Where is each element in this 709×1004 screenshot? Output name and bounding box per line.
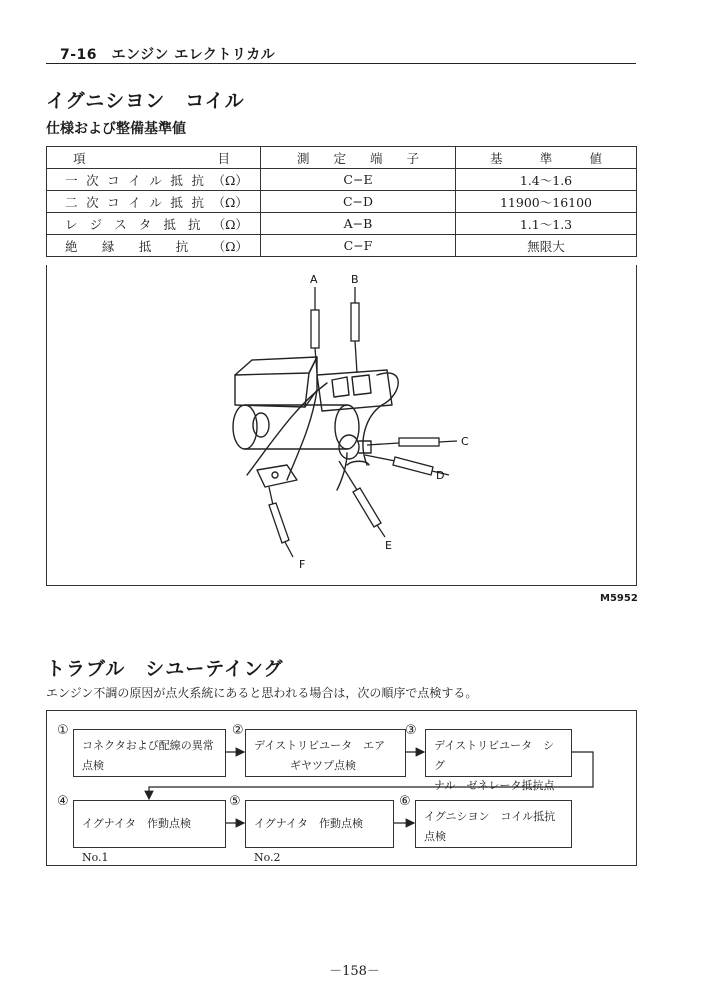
header-terminal-char: 測: [297, 150, 310, 166]
step-5-number: ⑤: [229, 794, 241, 809]
wire-loop-right: [363, 373, 398, 465]
row-item-char: 二: [65, 194, 78, 210]
figure-code: M5952: [600, 593, 638, 604]
header-terminal-char: 端: [369, 150, 383, 166]
step-5-box: [245, 800, 394, 864]
step-3-line-1: デイストリビユータ シグ: [434, 739, 555, 772]
wire-left: [247, 383, 327, 475]
flowchart-frame: [46, 710, 637, 866]
row-item-char: イ: [128, 194, 141, 210]
row-value: 1.1〜1.3: [456, 213, 637, 235]
probe-e-lead: [377, 525, 385, 537]
ignition-coil-diagram: [47, 265, 636, 585]
row-item-char: 抵: [163, 216, 176, 232]
step-1-box: [73, 729, 226, 777]
step-5-line-1: イグナイタ 作動点検No.2: [254, 817, 364, 864]
header-terminal-char: 定: [333, 150, 346, 166]
row-item-char: コ: [107, 194, 120, 210]
spec-table: [46, 146, 637, 257]
row-item-char: 抵: [138, 238, 152, 254]
table-row: [47, 213, 637, 235]
table-row: [47, 169, 637, 191]
probe-f-tip: [269, 487, 273, 505]
probe-b-tip: [355, 341, 357, 373]
step-6-box: [415, 800, 572, 848]
step-1-number: ①: [57, 723, 69, 738]
row-item-unit: （Ω）: [212, 194, 248, 210]
mounting-bracket: [257, 465, 297, 487]
row-terminal: C−E: [261, 169, 456, 191]
label-b: B: [351, 273, 359, 286]
step-3-box: [425, 729, 572, 792]
probe-f-handle: [269, 503, 289, 543]
step-2-line-2: ギヤツプ点検: [290, 759, 356, 772]
probe-f-lead: [285, 542, 293, 557]
step-2-box: [245, 729, 406, 777]
row-item-char: ス: [114, 216, 127, 232]
step-3-line-2: ナル ゼネレータ抵抗点: [434, 779, 555, 792]
probe-c-tip: [367, 443, 399, 445]
page-header-title: 7-16 エンジン エレクトリカル: [60, 47, 276, 63]
probe-d-tip: [365, 455, 395, 461]
probe-b-handle: [351, 303, 359, 341]
step-1-line-1: コネクタおよび配線の異常: [82, 739, 214, 752]
row-item-char: 抵: [170, 172, 183, 188]
row-item-char: タ: [138, 216, 152, 232]
probe-c-handle: [399, 438, 439, 446]
header-value-char: 値: [589, 150, 602, 166]
row-terminal: C−F: [261, 235, 456, 257]
step-6-line-1: イグニシヨン コイル抵抗: [424, 810, 556, 823]
step-4-box: [73, 800, 226, 864]
step-6-number: ⑥: [399, 794, 411, 809]
section-title-troubleshooting: トラブル シユーテイング: [46, 658, 284, 680]
label-f: F: [299, 558, 306, 571]
row-item: [47, 213, 261, 235]
header-item-char: 項: [73, 150, 86, 166]
row-item: [47, 191, 261, 213]
step-3-number: ③: [405, 723, 417, 738]
troubleshooting-intro: エンジン不調の原因が点火系統にあると思われる場合は，次の順序で点検する。: [46, 686, 478, 700]
row-item: [47, 235, 261, 257]
label-c: C: [461, 435, 469, 448]
coil-ring: [253, 413, 269, 437]
label-a: A: [310, 273, 318, 286]
label-e: E: [385, 539, 392, 552]
probe-d-handle: [393, 457, 433, 475]
figure-frame: [46, 265, 637, 586]
header-item-char: 目: [217, 150, 230, 166]
step-2-line-1: デイストリビユータ エア: [254, 739, 386, 752]
header-value-char: 基: [490, 150, 503, 166]
row-item-char: 次: [86, 172, 99, 188]
row-item-char: ル: [149, 194, 162, 210]
row-item-char: 抗: [175, 238, 189, 254]
terminal-block-b: [352, 375, 371, 395]
row-terminal: A−B: [261, 213, 456, 235]
header-value-char: 準: [539, 150, 553, 166]
probe-e-tip: [339, 461, 357, 490]
row-item-char: 抗: [191, 172, 204, 188]
row-item-char: 抗: [191, 194, 204, 210]
row-item-char: 絶: [65, 238, 78, 254]
header-terminal-char: 子: [406, 150, 419, 166]
spec-table-header: [47, 147, 637, 169]
step-1-line-2: 点検: [82, 759, 104, 772]
header-value: [456, 147, 637, 169]
header-terminal: [261, 147, 456, 169]
probe-e-handle: [353, 488, 381, 527]
step-2-number: ②: [232, 723, 244, 738]
probe-a-handle: [311, 310, 319, 348]
row-item: [47, 169, 261, 191]
label-d: D: [436, 469, 445, 482]
terminal-cap: [359, 441, 371, 453]
step-4-number: ④: [57, 794, 69, 809]
section-subtitle-specs: 仕様および整備基準値: [46, 121, 186, 137]
row-item-char: イ: [128, 172, 141, 188]
row-item-unit: （Ω）: [212, 172, 248, 188]
row-item-char: 抗: [187, 216, 201, 232]
bracket-bolt: [272, 472, 278, 478]
wire-left-2: [287, 390, 317, 480]
housing-top-face: [235, 357, 317, 375]
row-value: 無限大: [456, 235, 637, 257]
row-item-char: ジ: [89, 216, 103, 232]
row-item-char: レ: [65, 216, 78, 232]
header-item: [47, 147, 261, 169]
section-title-ignition-coil: イグニシヨン コイル: [46, 90, 245, 112]
row-item-char: 次: [86, 194, 99, 210]
row-item-char: コ: [107, 172, 120, 188]
row-item-unit: （Ω）: [212, 216, 248, 232]
probe-c-lead: [439, 441, 457, 442]
page-number: －158－: [329, 964, 380, 979]
row-terminal: C−D: [261, 191, 456, 213]
row-item-unit: （Ω）: [212, 238, 248, 254]
header-rule: [46, 63, 636, 64]
row-item-char: 縁: [101, 238, 115, 254]
row-value: 1.4〜1.6: [456, 169, 637, 191]
step-4-line-1: イグナイタ 作動点検No.1: [82, 817, 192, 864]
table-row: [47, 191, 637, 213]
table-row: [47, 235, 637, 257]
row-item-char: ル: [149, 172, 162, 188]
terminal-block-a: [332, 377, 349, 397]
row-value: 11900〜16100: [456, 191, 637, 213]
row-item-char: 抵: [170, 194, 183, 210]
step-6-line-2: 点検: [424, 830, 446, 843]
coil-end-right: [335, 405, 359, 449]
row-item-char: 一: [65, 172, 78, 188]
housing-front-face: [235, 373, 309, 407]
